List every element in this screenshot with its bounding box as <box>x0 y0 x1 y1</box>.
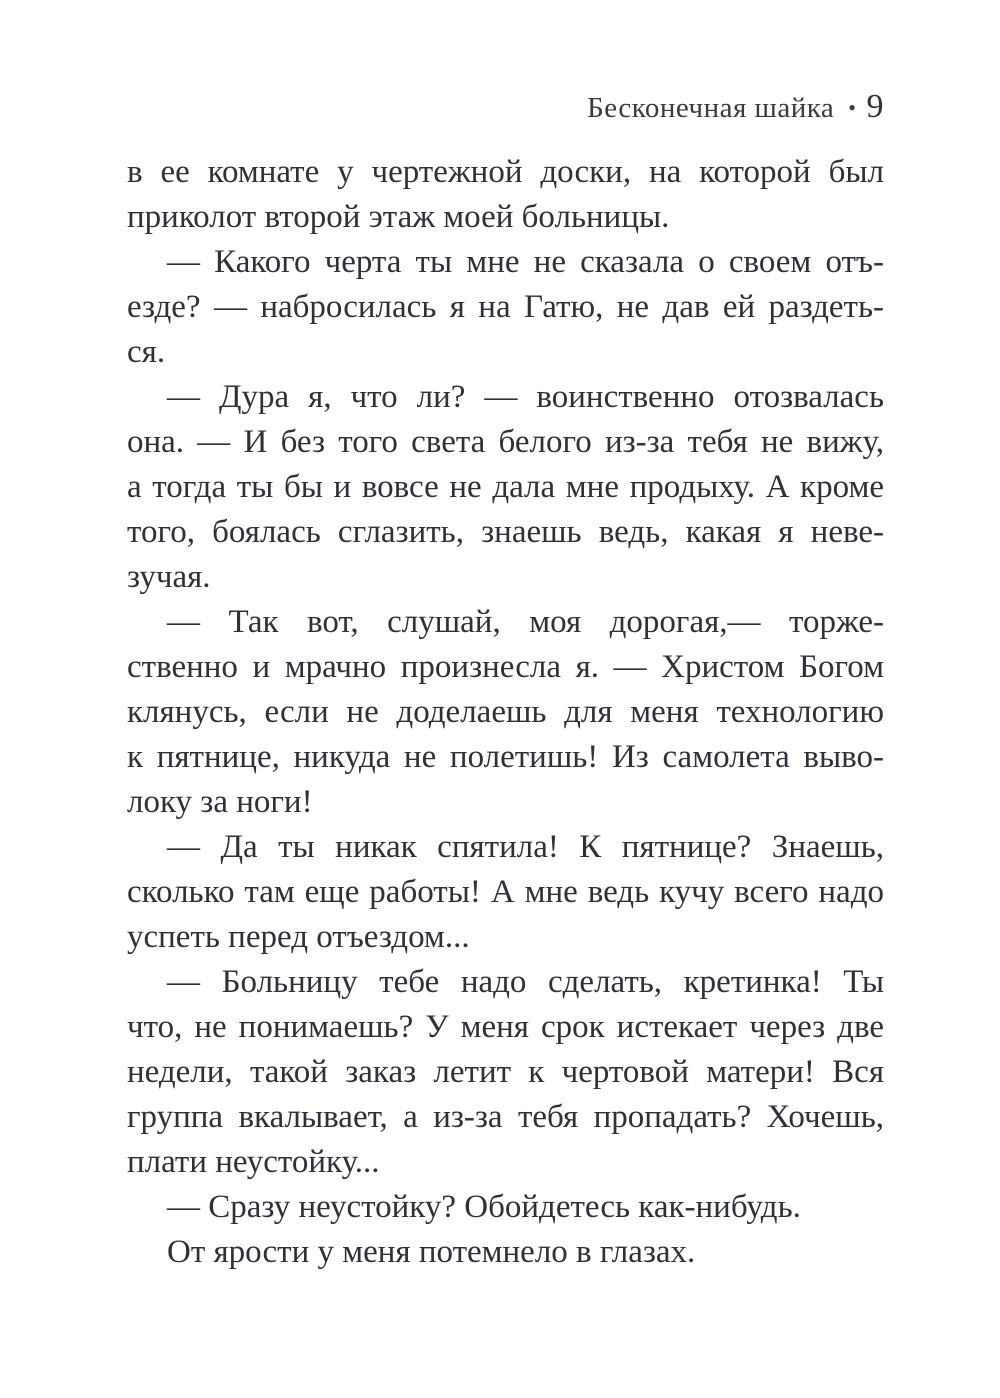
text-line: приколот второй этаж моей больницы. <box>127 199 670 235</box>
text-line: — Больницу тебе надо сделать, кретинка! Ты <box>167 964 884 1000</box>
text-line: сколько там еще работы! А мне ведь кучу всего надо <box>127 874 884 910</box>
text-line: того, боялась сглазить, знаешь ведь, какая я неве- <box>127 514 884 550</box>
page-body-text <box>127 150 884 1275</box>
page-number: 9 <box>866 88 884 125</box>
text-line: что, не понимаешь? У меня срок истекает через две <box>127 1009 884 1045</box>
text-line: — Сразу неустойку? Обойдетесь как-нибудь. <box>167 1189 801 1225</box>
header-separator-bullet: • <box>848 95 857 120</box>
text-line: — Да ты никак спятила! К пятнице? Знаешь, <box>167 829 884 865</box>
text-line: — Какого черта ты мне не сказала о своем отъ- <box>167 244 884 280</box>
text-line: ся. <box>127 334 166 370</box>
text-line: а тогда ты бы и вовсе не дала мне продыху. А кроме <box>127 469 884 505</box>
running-header <box>127 90 884 125</box>
text-line: успеть перед отъездом... <box>127 919 470 955</box>
text-line: зучая. <box>127 559 211 595</box>
text-line: ственно и мрачно произнесла я. — Христом Богом <box>127 649 884 685</box>
text-line: локу за ноги! <box>127 784 313 820</box>
running-header-title: Бесконечная шайка <box>587 92 835 124</box>
text-line: От ярости у меня потемнело в глазах. <box>167 1234 696 1270</box>
text-line: езде? — набросилась я на Гатю, не дав ей раздеть- <box>127 289 884 325</box>
text-line: — Дура я, что ли? — воинственно отозвалась <box>167 379 884 415</box>
text-line: недели, такой заказ летит к чертовой матери! Вся <box>127 1054 884 1090</box>
text-line: — Так вот, слушай, моя дорогая,— торже- <box>167 604 884 640</box>
text-line: она. — И без того света белого из-за тебя не вижу, <box>127 424 884 460</box>
text-line: к пятнице, никуда не полетишь! Из самолета выво- <box>127 739 884 775</box>
text-line: группа вкалывает, а из-за тебя пропадать? Хочешь, <box>127 1099 884 1135</box>
text-line: в ее комнате у чертежной доски, на которой был <box>127 154 884 190</box>
text-line: плати неустойку... <box>127 1144 380 1180</box>
text-line: клянусь, если не доделаешь для меня технологию <box>127 694 884 730</box>
